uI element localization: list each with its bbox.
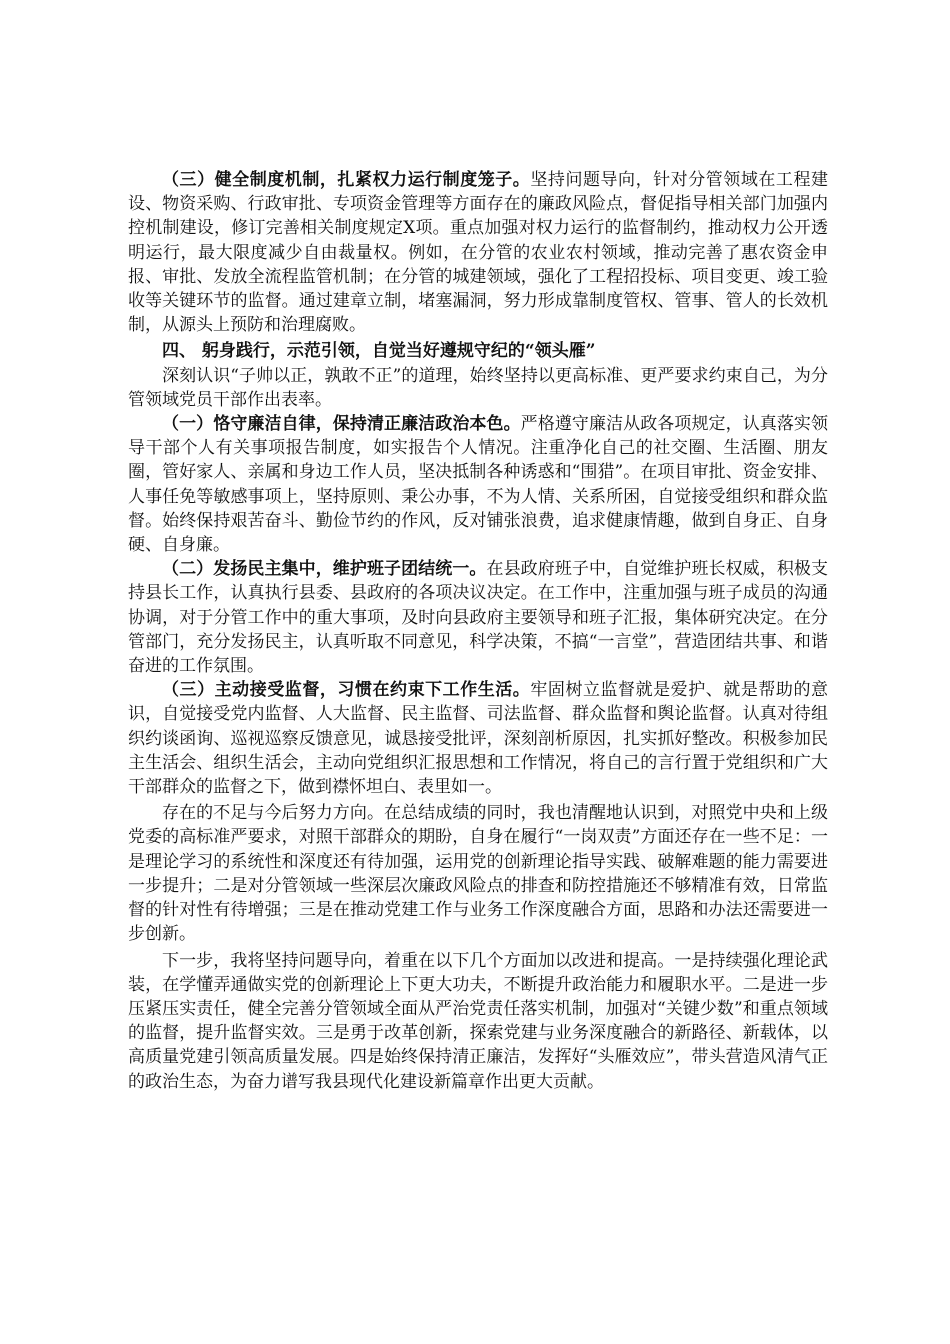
paragraph-integrity (128, 412, 828, 557)
paragraph-shortcomings: 存在的不足与今后努力方向。在总结成绩的同时，我也清醒地认识到，对照党中央和上级党委的高标准严要求，对照干部群众的期盼，自身在履行“一岗双责”方面还存在一些不足：一是理论学习的系统性和深度还有待加强，运用党的创新理论指导实践、破解难题的能力需要进一步提升；二是对分管领域一些深层次廉政风险点的排查和防控措施还不够精准有效，日常监督的针对性有待增强；三是在推动党建工作与业务工作深度融合方面，思路和办法还需要进一步创新。 (128, 803, 828, 945)
paragraph-lead: （三）健全制度机制，扎紧权力运行制度笼子。 (162, 170, 531, 190)
paragraph-lead: （三）主动接受监督，习惯在约束下工作生活。 (162, 680, 531, 701)
paragraph-institutional-mechanism (128, 168, 828, 337)
paragraph-text: 牢固树立监督就是爱护、就是帮助的意识，自觉接受党内监督、人大监督、民主监督、司法监督、群众监督和舆论监督。认真对待组织约谈函询、巡视巡察反馈意见，诚恳接受批评，深刻剖析原因，扎实抓好整改。积极参加民主生活会、组织生活会，主动向党组织汇报思想和工作情况，将自己的言行置于党组织和广大干部群众的监督之下，做到襟怀坦白、表里如一。 (128, 680, 829, 798)
paragraph-text: 严格遵守廉洁从政各项规定，认真落实领导干部个人有关事项报告制度，如实报告个人情况。注重净化自己的社交圈、生活圈、朋友圈，管好家人、亲属和身边工作人员，坚决抵制各种诱惑和“围猎”。在项目审批、资金安排、人事任免等敏感事项上，坚持原则、秉公办事，不为人情、关系所困，自觉接受组织和群众监督。始终保持艰苦奋斗、勤俭节约的作风，反对铺张浪费，追求健康情趣，做到自身正、自身硬、自身廉。 (128, 414, 829, 556)
paragraph-lead: （二）发扬民主集中，维护班子团结统一。 (162, 559, 487, 580)
paragraph-next-steps: 下一步，我将坚持问题导向，着重在以下几个方面加以改进和提高。一是持续强化理论武装，在学懂弄通做实党的创新理论上下更大功夫，不断提升政治能力和履职水平。二是进一步压紧压实责任，健全完善分管领域全面从严治党责任落实机制，加强对“关键少数”和重点领域的监督，提升监督实效。三是勇于改革创新，探索党建与业务深度融合的新路径、新载体，以高质量党建引领高质量发展。四是始终保持清正廉洁，发挥好“头雁效应”，带头营造风清气正的政治生态，为奋力谱写我县现代化建设新篇章作出更大贡献。 (128, 950, 828, 1092)
paragraph-lead: （一）恪守廉洁自律，保持清正廉洁政治本色。 (162, 414, 521, 435)
paragraph-text: 在县政府班子中，自觉维护班长权威，积极支持县长工作，认真执行县委、县政府的各项决议决定。在工作中，注重加强与班子成员的沟通协调，对于分管工作中的重大事项，及时向县政府主要领导和班子汇报，集体研究决定。在分管部门，充分发扬民主，认真听取不同意见，科学决策，不搞“一言堂”，营造团结共事、和谐奋进的工作氛围。 (128, 559, 828, 677)
document-body (128, 168, 828, 1094)
paragraph-intro: 深刻认识“子帅以正，孰敢不正”的道理，始终坚持以更高标准、更严要求约束自己，为分管领域党员干部作出表率。 (128, 365, 828, 410)
paragraph-accept-supervision (128, 678, 828, 799)
section-heading-four: 四、 躬身践行，示范引领，自觉当好遵规守纪的“领头雁” (162, 341, 596, 362)
paragraph-democratic-centralism (128, 557, 828, 678)
paragraph-text: 坚持问题导向，针对分管领域在工程建设、物资采购、行政审批、专项资金管理等方面存在的廉政风险点，督促指导相关部门加强内控机制建设，修订完善相关制度规定X项。重点加强对权力运行的监督制约，推动权力公开透明运行，最大限度减少自由裁量权。例如，在分管的农业农村领域，推动完善了惠农资金申报、审批、发放全流程监管机制；在分管的城建领域，强化了工程招投标、项目变更、竣工验收等关键环节的监督。通过建章立制，堵塞漏洞，努力形成靠制度管权、管事、管人的长效机制，从源头上预防和治理腐败。 (128, 170, 829, 336)
